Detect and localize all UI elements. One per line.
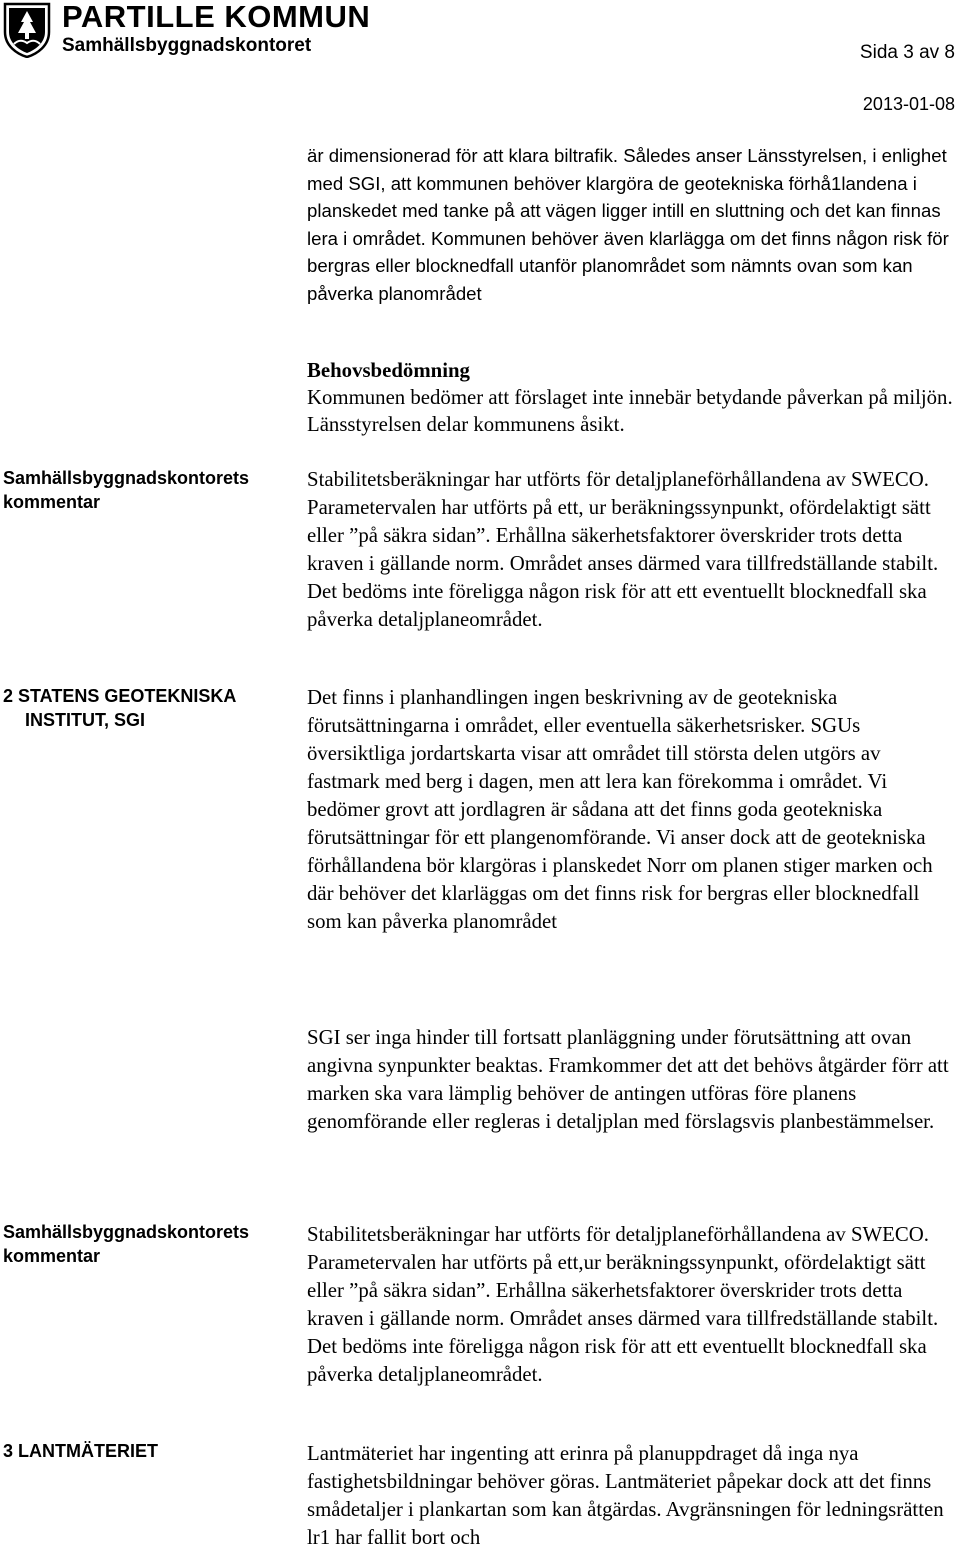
org-name: PARTILLE KOMMUN <box>62 0 371 34</box>
sgi-label <box>3 684 236 732</box>
sgi-paragraph-2: SGI ser inga hinder till fortsatt planläggning under förutsättning att ovan angivna synpunkter beaktas. Framkommer det att det behövs åtgärder förr att marken ska vara lämplig behöver de antingen utföras före planens genomförande eller regleras i detaljplan med förslagsvis planbestämmelser. <box>307 1026 949 1133</box>
document-date: 2013-01-08 <box>862 94 955 114</box>
behov-text: Kommunen bedömer att förslaget inte innebär betydande påverkan på miljön. Länsstyrelsen delar kommunens åsikt. <box>307 386 953 436</box>
comment1-label <box>3 466 249 514</box>
sgi-paragraph-1: Det finns i planhandlingen ingen beskrivning av de geotekniska förutsättningarna i området, eller eventuella säkerhetsrisker. SGUs översiktliga jordartskarta visar att området till största delen utgörs av fastmark med berg i dagen, men att lera kan förekomma i området. Vi bedömer grovt att jordlagren är sådana att det finns goda geotekniska förutsättningar för ett plangenomförande. Vi anser dock att de geotekniska förhållandena bör klargöras i planskedet Norr om planen stiger marken och där behöver det klarläggas om det finns risk for bergras eller blocknedfall som kan påverka planområdet <box>307 686 933 933</box>
comment2-label-line1: Samhällsbyggnadskontorets <box>3 1222 250 1242</box>
comment2-label <box>3 1220 249 1268</box>
lm-label <box>3 1439 158 1463</box>
comment1-label-line1: Samhällsbyggnadskontorets <box>3 468 250 488</box>
sgi-label-line1: 2 STATENS GEOTEKNISKA <box>3 686 237 706</box>
lm-paragraph: Lantmäteriet har ingenting att erinra på planuppdraget då inga nya fastighetsbildningar behöver göras. Lantmäteriet påpekar dock att det finns smådetaljer i plankartan som kan åtgärdas. Avgränsningen för ledningsrätten lr1 har fallit bort och <box>307 1442 944 1549</box>
comment2-text: Stabilitetsberäkningar har utförts för detaljplaneförhållandena av SWECO. Parametervalen har utförts på ett,ur beräkningssynpunkt, ofördelaktigt sätt eller ”på säkra sidan”. Erhållna säkerhetsfaktorer överskrider trots detta kraven i gällande norm. Området anses därmed vara tillfredställande stabilt. Det bedöms inte föreligga någon risk för att ett eventuellt blocknedfall ska påverka detaljplaneområdet. <box>307 1223 939 1386</box>
intro-paragraph <box>307 142 957 307</box>
intro-text: är dimensionerad för att klara biltrafik. Således anser Länsstyrelsen, i enlighet med SGI, att kommunen behöver klargöra de geotekniska förhå1landena i planskedet med tanke på att vägen ligger intill en sluttning och det kan finnas lera i området. <box>307 145 947 249</box>
sgi-label-line2: INSTITUT, SGI <box>25 710 146 730</box>
partille-coat-of-arms-icon <box>3 2 51 58</box>
behov-heading: Behovsbedömning <box>307 359 470 382</box>
comment1-text: Stabilitetsberäkningar har utförts för detaljplaneförhållandena av SWECO. Parametervalen har utförts på ett, ur beräkningssynpunkt, ofördelaktigt sätt eller ”på säkra sidan”. Erhållna säkerhetsfaktorer överskrider trots detta kraven i gällande norm. Området anses därmed vara tillfredställande stabilt. Det bedöms inte föreligga någon risk för att ett eventuellt blocknedfall ska påverka detaljplaneområdet. <box>307 468 939 631</box>
page-number: Sida 3 av 8 <box>859 42 955 63</box>
behov-section <box>307 357 957 438</box>
comment1-label-line2: kommentar <box>3 492 101 512</box>
lm-label-text: 3 LANTMÄTERIET <box>3 1441 158 1461</box>
comment2-label-line2: kommentar <box>3 1246 101 1266</box>
intro-continuation: Kommunen behöver även klarlägga om det finns någon risk för bergras eller blocknedfall utanför planområdet som nämnts ovan som kan påverka planområdet <box>307 227 949 304</box>
org-department: Samhällsbyggnadskontoret <box>62 35 312 56</box>
